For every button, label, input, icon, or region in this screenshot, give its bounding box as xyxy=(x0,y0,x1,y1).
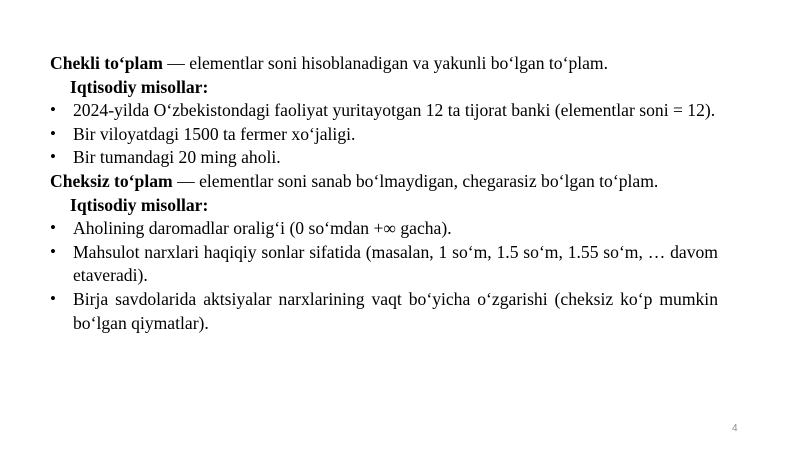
bullet-icon: • xyxy=(50,218,56,238)
list-item xyxy=(50,99,718,123)
bullet-icon: • xyxy=(50,100,56,120)
list-item-text: Bir viloyatdagi 1500 ta fermer xo‘jaligi. xyxy=(73,123,356,144)
finite-set-term: Chekli to‘plam xyxy=(50,53,163,73)
infinite-examples-heading: Iqtisodiy misollar: xyxy=(70,194,209,215)
infinite-set-term: Cheksiz to‘plam xyxy=(50,170,173,191)
list-item xyxy=(50,123,718,147)
list-item xyxy=(50,288,718,335)
list-item-text: Birja savdolarida aktsiyalar narxlarining vaqt bo‘yicha o‘zgarishi (cheksiz ko‘p mumkin bo‘lgan qiymatlar). xyxy=(73,288,718,333)
infinite-set-definition-text: — elementlar soni sanab bo‘lmaydigan, chegarasiz bo‘lgan to‘plam. xyxy=(172,170,659,191)
bullet-icon: • xyxy=(50,288,56,308)
bullet-icon: • xyxy=(50,123,56,143)
list-item-text: 2024-yilda O‘zbekistondagi faoliyat yuritayotgan 12 ta tijorat banki (elementlar soni = 12). xyxy=(73,100,716,121)
slide-content xyxy=(50,52,718,335)
finite-examples-list xyxy=(50,99,718,170)
finite-set-definition-text: — elementlar soni hisoblanadigan va yakunli bo‘lgan to‘plam. xyxy=(162,53,609,73)
list-item xyxy=(50,241,718,288)
page-number: 4 xyxy=(732,423,738,434)
list-item xyxy=(50,217,718,241)
infinite-set-definition xyxy=(50,170,718,194)
finite-examples-heading: Iqtisodiy misollar: xyxy=(70,76,209,97)
list-item xyxy=(50,146,718,170)
bullet-icon: • xyxy=(50,241,56,261)
finite-set-definition xyxy=(50,52,718,76)
infinite-examples-list xyxy=(50,217,718,335)
list-item-text: Mahsulot narxlari haqiqiy sonlar sifatida (masalan, 1 so‘m, 1.5 so‘m, 1.55 so‘m, … davom etaveradi). xyxy=(73,241,718,286)
list-item-text: Aholining daromadlar oralig‘i (0 so‘mdan +∞ gacha). xyxy=(73,218,452,239)
list-item-text: Bir tumandagi 20 ming aholi. xyxy=(73,147,281,168)
bullet-icon: • xyxy=(50,147,56,167)
